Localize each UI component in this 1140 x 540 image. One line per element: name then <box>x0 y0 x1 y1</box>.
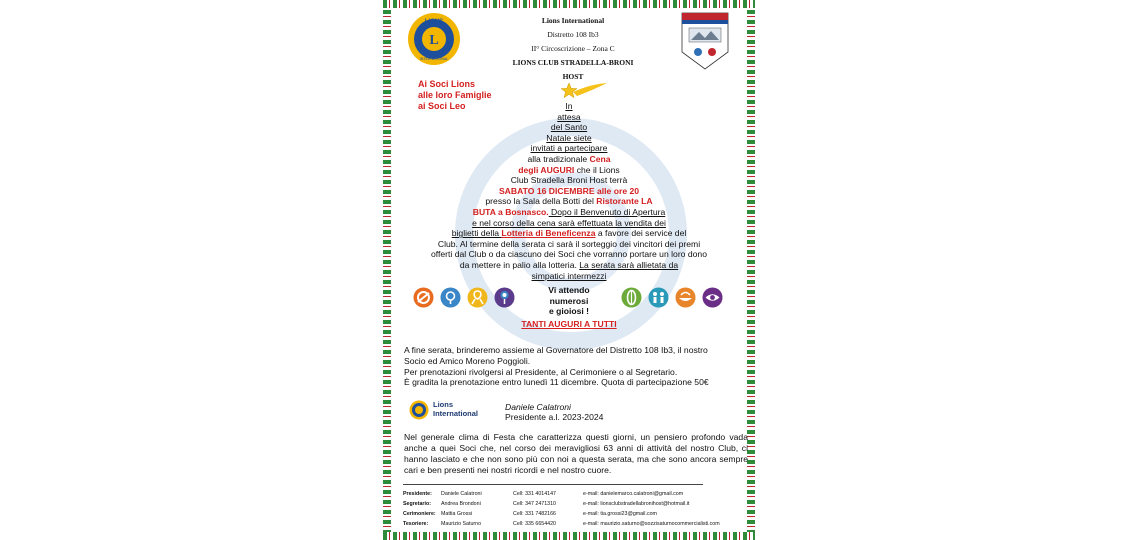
officer-email: e-mail: lionsclubstradellabronihost@hotmail.it <box>583 501 690 507</box>
invitation-text <box>383 101 755 281</box>
officer-name: Maurizio Saturno <box>441 521 482 527</box>
invite-line: attesa <box>557 111 581 122</box>
invite-line: del Santo <box>550 122 588 133</box>
invite-line: Vi attendo <box>548 285 590 295</box>
greeting-line: alle loro Famiglie <box>418 90 492 100</box>
lions-small-line2: International <box>433 408 479 418</box>
signature-role: Presidente a.l. 2023-2024 <box>505 412 604 422</box>
invite-line: In <box>565 101 573 111</box>
invite-text: Dopo il Benvenuto di Apertura <box>548 206 666 217</box>
closing-line: Socio ed Amico Moreno Poggioli. <box>404 355 531 366</box>
invite-line <box>383 228 755 239</box>
memorial-paragraph: Nel generale clima di Festa che caratterizza questi giorni, un pensiero profondo vada anche a quei Soci che, nel corso dei meravigliosi 63 anni di attività del nostro Club, ci hanno lasciato e che non sono più con noi a questa serata, ma che sono ancora sempre cari e ben presenti nei nostri ricordi e nel nostro cuore. <box>404 432 748 475</box>
service-icons-left <box>413 287 513 309</box>
svg-text:INTERNATIONAL: INTERNATIONAL <box>419 57 449 61</box>
officer-row <box>403 509 755 519</box>
closing-line: A fine serata, brinderemo assieme al Governatore del Distretto 108 Ib3, il nostro <box>404 345 708 355</box>
greeting-line: Ai Soci Lions <box>418 79 476 89</box>
officer-role: Cerimoniere: <box>403 511 436 517</box>
officer-role: Segretario: <box>403 501 431 507</box>
tanti-auguri: TANTI AUGURI A TUTTI <box>521 318 617 329</box>
officer-cell: Cell: 331 4014147 <box>513 491 556 497</box>
divider <box>403 484 703 485</box>
invite-line: numerosi <box>549 295 589 306</box>
invite-line: e gioiosi ! <box>548 306 590 317</box>
invite-text: La serata sarà allietata da <box>579 259 679 270</box>
invite-line: offerti dal Club o da ciascuno dei Soci che vorranno portare un loro dono <box>431 249 707 260</box>
greeting-line: ai Soci Leo <box>418 101 466 111</box>
top-border <box>383 0 755 8</box>
header-line1: Lions International <box>541 16 605 25</box>
lottery-highlight: Lotteria di Beneficenza <box>501 228 596 239</box>
invite-line: e nel corso della cena sarà effettuata la vendita dei <box>472 217 666 228</box>
officer-cell: Cell: 347 2471310 <box>513 501 556 507</box>
club-header <box>503 14 643 84</box>
closing-line: Per prenotazioni rivolgersi al Presidente, al Cerimoniere o al Segretario. <box>404 366 678 377</box>
lions-logo-icon <box>407 12 461 66</box>
invite-line: Club. Al termine della serata ci sarà il sorteggio dei vincitori dei premi <box>437 238 701 249</box>
svg-text:L: L <box>429 33 439 48</box>
officer-email: e-mail: tia.grossi23@gmail.com <box>583 511 657 517</box>
invite-text: a favore dei service del <box>595 228 687 239</box>
svg-text:LIONS: LIONS <box>424 19 444 25</box>
green-leaf-icon <box>621 287 642 308</box>
officer-row <box>403 489 755 499</box>
officer-email: e-mail: danielemarco.calatroni@gmail.com <box>583 491 684 497</box>
officer-role: Presidente: <box>403 491 432 497</box>
officer-name: Mattia Grossi <box>441 511 473 517</box>
club-pennant-icon <box>681 12 729 70</box>
invite-line <box>383 196 755 207</box>
officer-row <box>403 499 755 509</box>
officer-name: Daniele Calatroni <box>441 491 482 497</box>
closing-line: È gradita la prenotazione entro lunedì 11 dicembre. Quota di partecipazione 50€ <box>404 377 709 388</box>
header-line2: Distretto 108 Ib3 <box>547 30 599 39</box>
invite-line <box>383 165 755 176</box>
officers-table <box>403 489 755 529</box>
event-date: SABATO 16 DICEMBRE alle ore 20 <box>498 185 640 196</box>
invite-line: Natale siete <box>546 132 592 143</box>
lions-small-logo-icon <box>409 400 429 420</box>
venue-name: Ristorante LA <box>596 196 653 207</box>
closing-notes <box>404 345 744 388</box>
invite-line <box>383 260 755 271</box>
invitation-page <box>383 0 755 540</box>
invite-text: alla tradizionale <box>527 153 590 164</box>
blue-pin-icon <box>440 287 461 308</box>
orange-hunger-icon <box>675 287 696 308</box>
invite-line: invitati a partecipare <box>530 143 608 154</box>
lions-small-line1: Lions <box>433 400 453 409</box>
signature-block <box>505 402 603 422</box>
officer-role: Tesoriere: <box>403 521 429 527</box>
signature-name: Daniele Calatroni <box>505 402 571 412</box>
purple-eye-icon <box>702 287 723 308</box>
invite-highlight: Cena <box>589 153 611 164</box>
officer-email: e-mail: maurizio.saturno@sozzisaturnocommercialisti.com <box>583 521 720 527</box>
officer-cell: Cell: 335 6654420 <box>513 521 556 527</box>
header-line4: LIONS CLUB STRADELLA-BRONI HOST <box>512 58 634 81</box>
invite-text: che il Lions <box>574 164 620 175</box>
comet-star-icon <box>561 82 607 102</box>
invite-highlight: degli AUGURI <box>518 164 575 175</box>
purple-flower-icon <box>494 287 515 308</box>
invite-text: da mettere in palio alla lotteria. <box>459 259 580 270</box>
yellow-ribbon-icon <box>467 287 488 308</box>
officer-name: Andrea Brondoni <box>441 501 481 507</box>
invite-text: presso la Sala della Botti del <box>485 196 597 207</box>
officer-cell: Cell: 331 7482166 <box>513 511 556 517</box>
officer-row <box>403 519 755 529</box>
invite-line <box>383 207 755 218</box>
header-line3: II° Circoscrizione – Zona C <box>531 44 615 53</box>
invite-line <box>383 154 755 165</box>
invite-line: simpatici intermezzi <box>531 270 607 281</box>
venue-name: BUTA a Bosnasco. <box>472 206 549 217</box>
invite-line: Club Stradella Broni Host terrà <box>510 175 628 186</box>
orange-ring-icon <box>413 287 434 308</box>
service-icons-right <box>621 287 731 309</box>
teal-people-icon <box>648 287 669 308</box>
invite-text: biglietti della <box>451 228 502 239</box>
bottom-border <box>383 532 755 540</box>
